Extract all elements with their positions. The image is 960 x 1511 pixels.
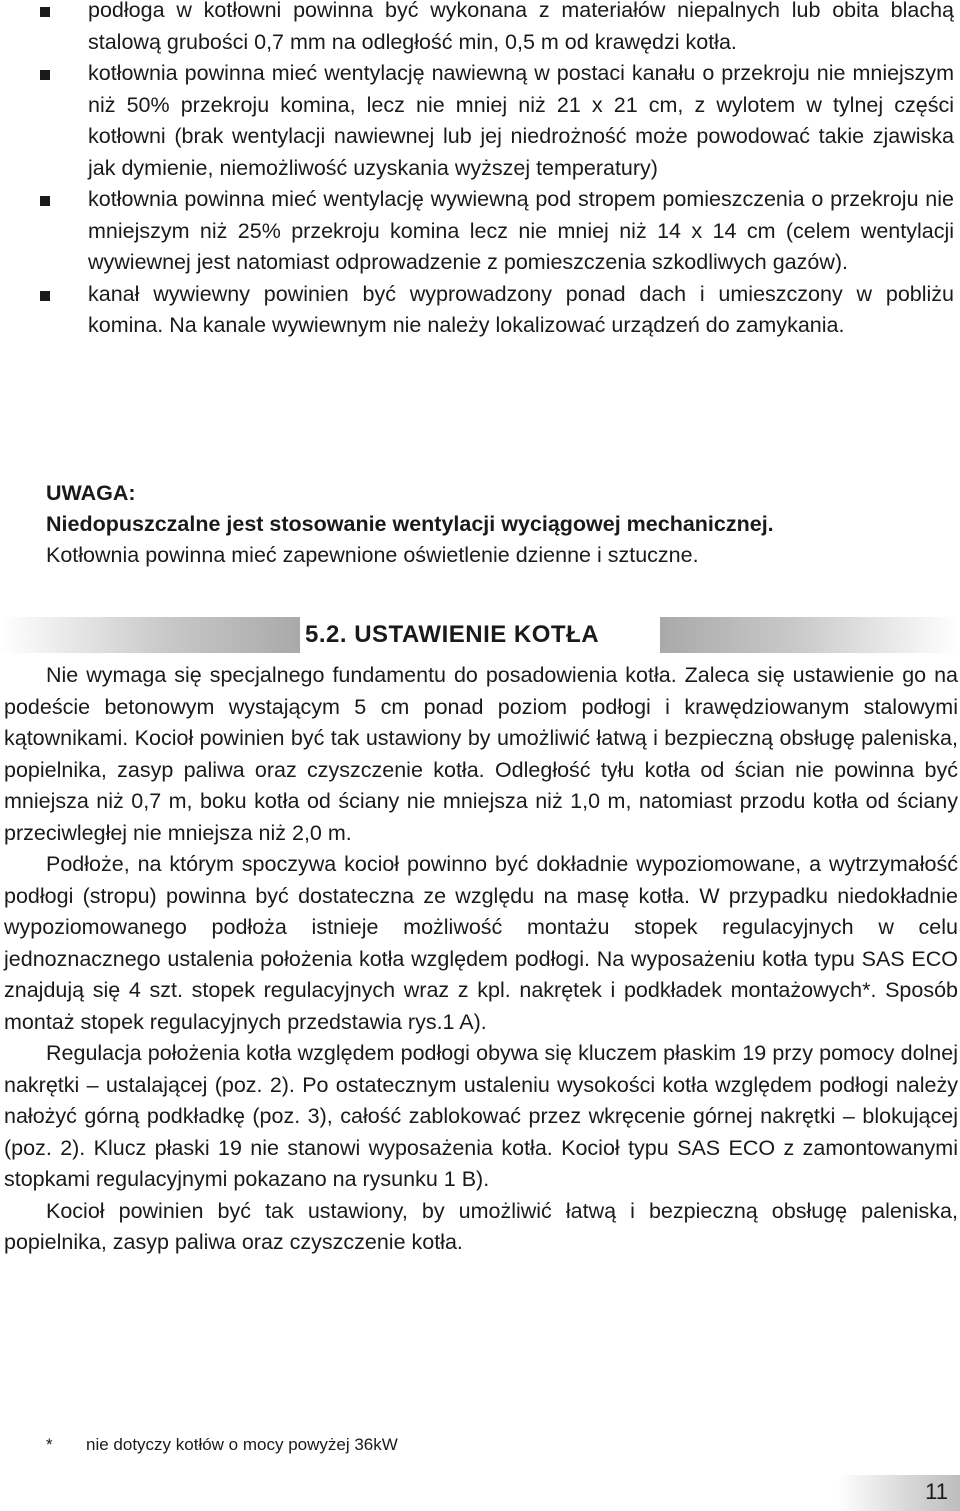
- list-item: [0, 0, 960, 58]
- list-item-text: kotłownia powinna mieć wentylację wywiewną pod stropem pomieszczenia o przekroju nie mniejszym niż 25% przekroju komina lecz nie mniej niż 14 x 14 cm (celem wentylacji wywiewnej jest natomiast odprowadzenie z pomieszczenia szkodliwych gazów).: [88, 187, 954, 274]
- paragraph: Regulacja położenia kotła względem podłogi obywa się kluczem płaskim 19 przy pomocy dolnej nakrętki – ustalającej (poz. 2). Po ostatecznym ustaleniu wysokości kotła względem podłogi należy nałożyć górną podkładkę (poz. 3), całość zablokować przez wkręcenie górnej nakrętki – blokującej (poz. 2). Klucz płaski 19 nie stanowi wyposażenia kotła. Kocioł typu SAS ECO z zamontowanymi stopkami regulacyjnymi pokazano na rysunku 1 B).: [4, 1041, 958, 1191]
- list-item-text: kotłownia powinna mieć wentylację nawiewną w postaci kanału o przekroju nie mniejszym niż 50% przekroju komina, lecz nie mniej niż 21 x 21 cm, z wylotem w tylnej części kotłowni (brak wentylacji nawiewnej lub jej niedrożność może powodować takie zjawiska jak dymienie, niemożliwość uzyskania wyższej temperatury): [88, 61, 954, 180]
- footnote: [46, 1434, 398, 1456]
- requirements-list: [0, 0, 960, 347]
- paragraph: Kocioł powinien być tak ustawiony, by umożliwić łatwą i bezpieczną obsługę paleniska, popielnika, zasyp paliwa oraz czyszczenie kotła.: [4, 1198, 958, 1254]
- page-number: 11: [925, 1479, 948, 1504]
- list-item: [0, 58, 960, 184]
- list-item: [0, 184, 960, 279]
- warning-note: Kotłownia powinna mieć zapewnione oświetlenie dzienne i sztuczne.: [46, 543, 699, 567]
- page-number-tab: [838, 1475, 960, 1511]
- footnote-text: nie dotyczy kotłów o mocy powyżej 36kW: [86, 1435, 398, 1454]
- section-header: [0, 617, 960, 653]
- bullet-square-icon: [40, 70, 50, 80]
- section-title: 5.2. USTAWIENIE KOTŁA: [305, 621, 600, 648]
- list-item-text: podłoga w kotłowni powinna być wykonana z materiałów niepalnych lub obita blachą stalową grubości 0,7 mm na odległość min, 0,5 m od krawędzi kotła.: [88, 0, 954, 54]
- warning-block: [46, 478, 946, 571]
- list-item-text: kanał wywiewny powinien być wyprowadzony ponad dach i umieszczony w pobliżu komina. Na kanale wywiewnym nie należy lokalizować urządzeń do zamykania.: [88, 281, 954, 337]
- bullet-square-icon: [40, 196, 50, 206]
- section-bar-left: [0, 617, 300, 653]
- footnote-mark: *: [46, 1435, 53, 1454]
- section-bar-right: [660, 617, 960, 653]
- paragraph: Nie wymaga się specjalnego fundamentu do posadowienia kotła. Zaleca się ustawienie go na podeście betonowym wystającym 5 cm ponad poziom podłogi i krawędziowanym stalowymi kątownikami. Kocioł powinien być tak ustawiony by umożliwić łatwą i bezpieczną obsługę paleniska, popielnika, zasyp paliwa oraz czyszczenie kotła. Odległość tyłu kotła od ścian nie powinna być mniejsza niż 0,7 m, boku kotła od ściany nie mniejsza niż 1,0 m, natomiast przodu kotła od ściany przeciwległej nie mniejsza niż 2,0 m.: [4, 663, 958, 845]
- paragraph: Podłoże, na którym spoczywa kocioł powinno być dokładnie wypoziomowane, a wytrzymałość podłogi (stropu) powinna być dostateczna ze względu na masę kotła. W przypadku niedokładnie wypoziomowanego podłoża istnieje możliwość montażu stopek regulacyjnych w celu jednoznacznego ustalenia położenia kotła względem podłogi. Na wyposażeniu kotła typu SAS ECO znajdują się 4 szt. stopek regulacyjnych wraz z kpl. nakrętek i podkładek montażowych*. Sposób montaż stopek regulacyjnych przedstawia rys.1 A).: [4, 852, 958, 1034]
- bullet-square-icon: [40, 7, 50, 17]
- warning-statement: Niedopuszczalne jest stosowanie wentylacji wyciągowej mechanicznej.: [46, 512, 774, 536]
- list-item: [0, 279, 960, 342]
- warning-title: UWAGA:: [46, 481, 136, 505]
- section-body: [4, 660, 958, 1259]
- bullet-square-icon: [40, 291, 50, 301]
